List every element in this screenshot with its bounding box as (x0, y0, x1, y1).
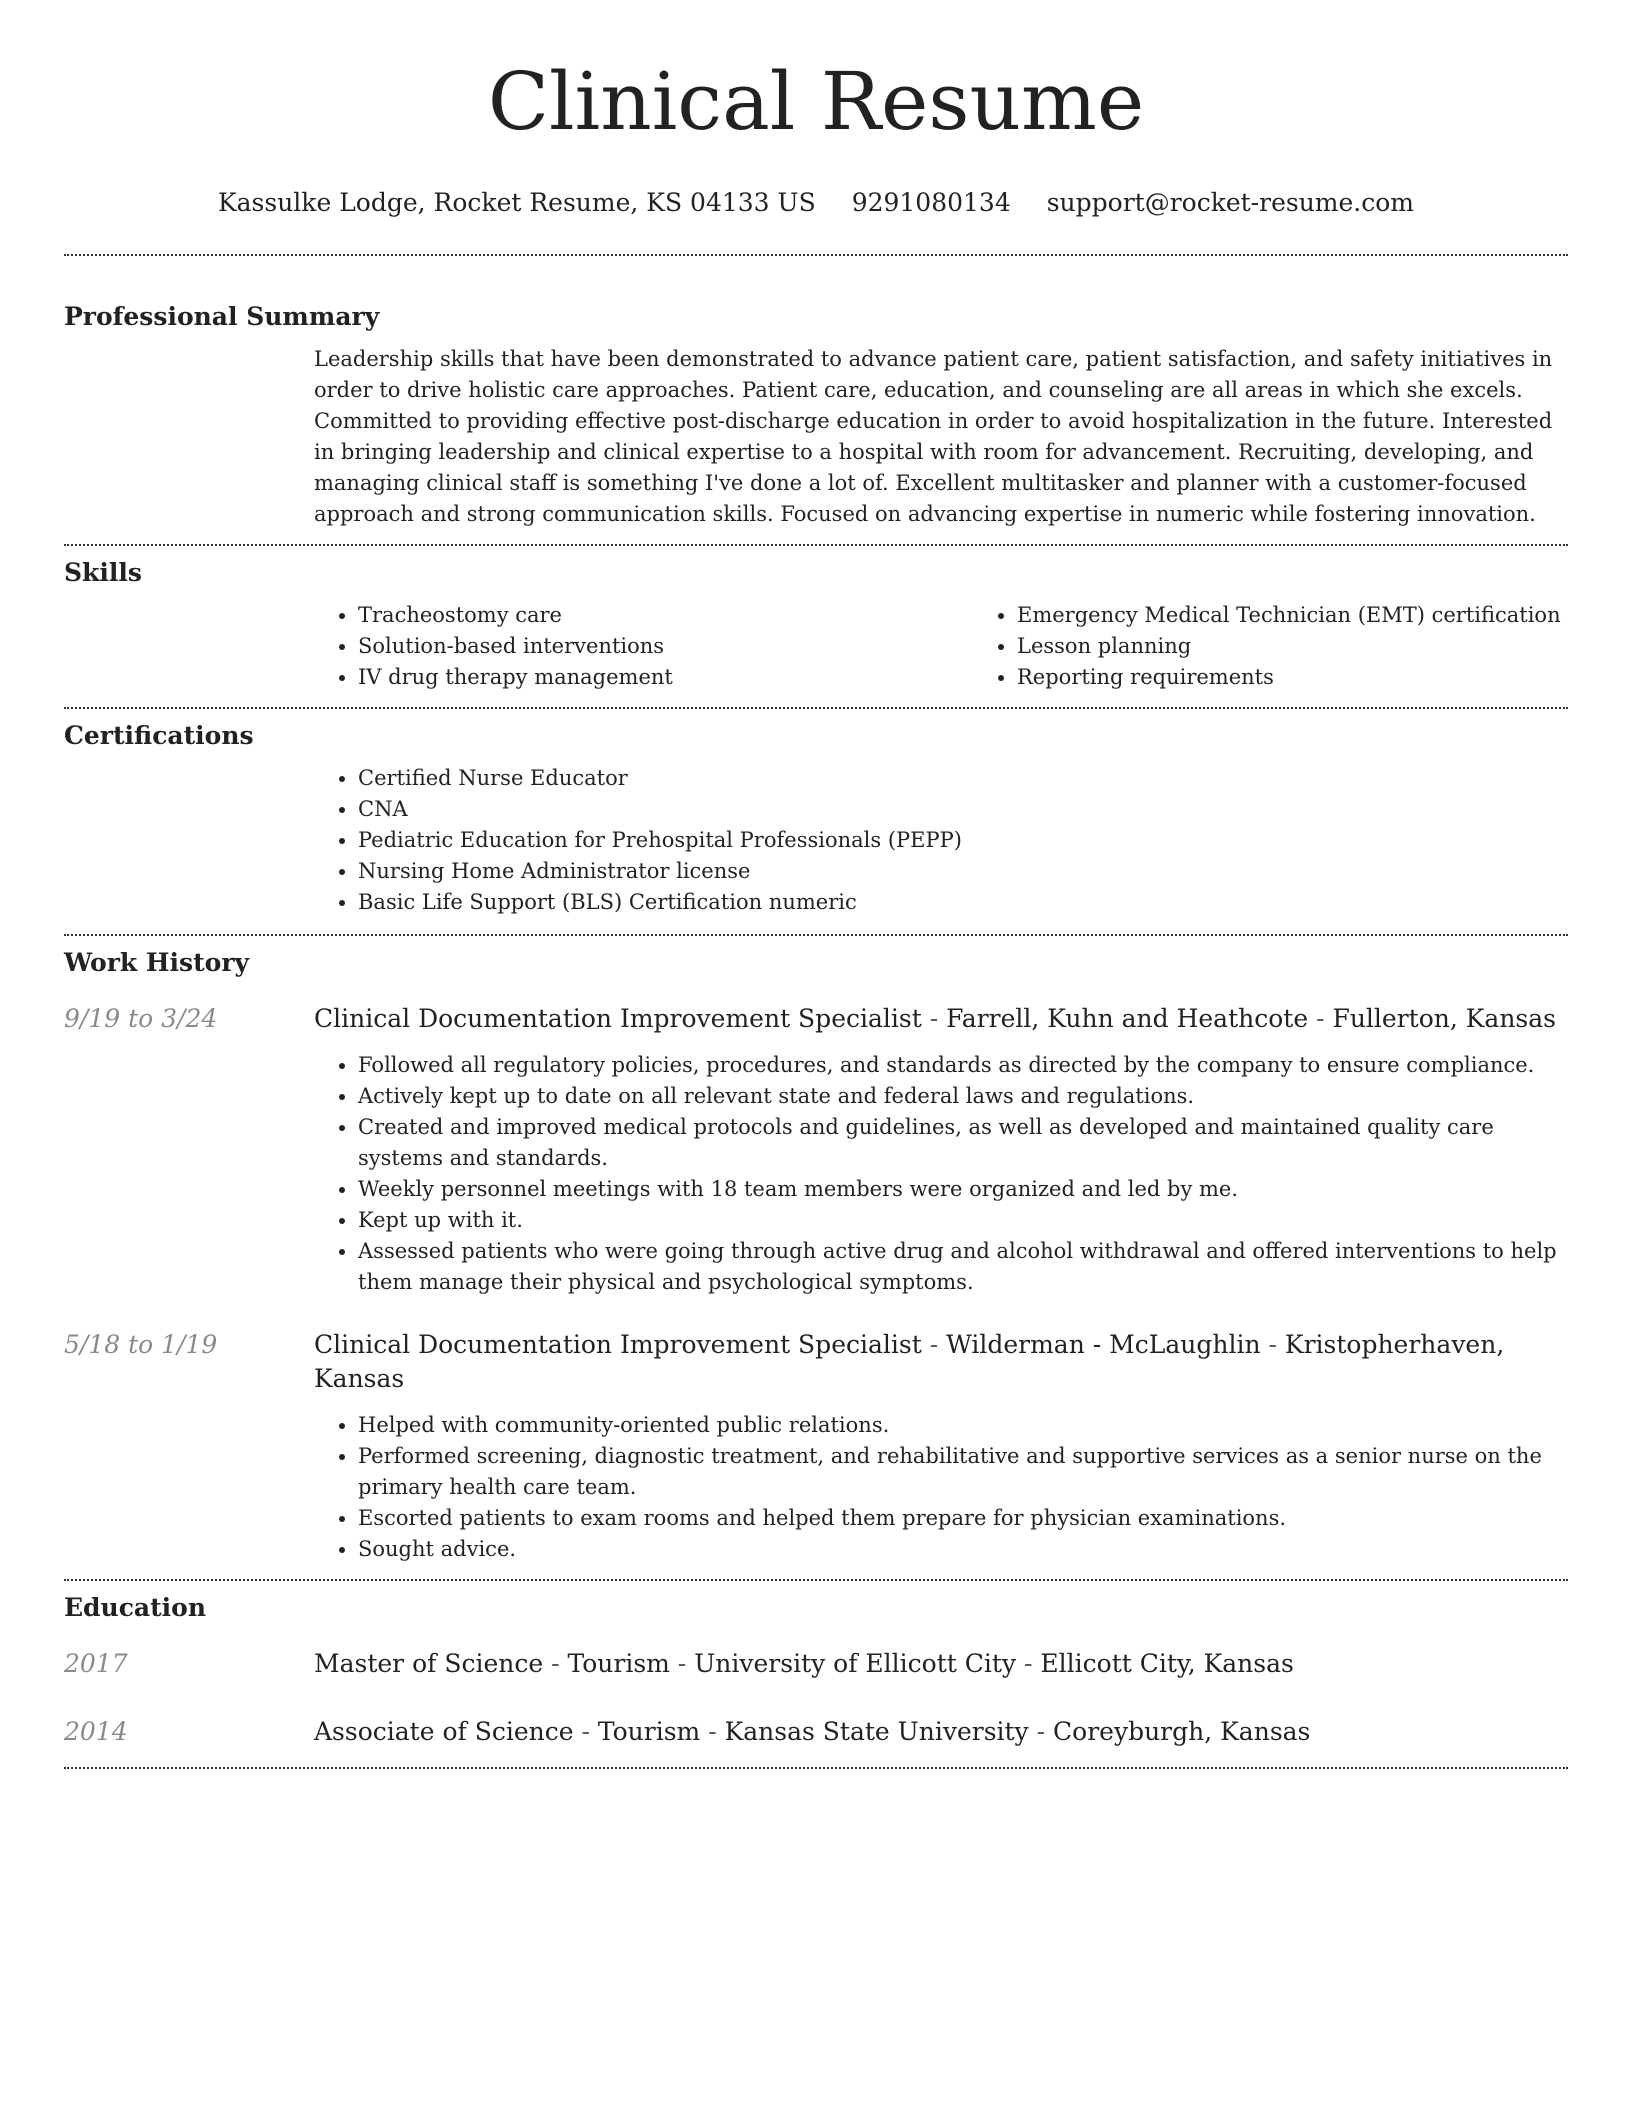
job-bullets (314, 1410, 1568, 1565)
education-entry (64, 1647, 1568, 1681)
skill-item: • Tracheostomy care (358, 600, 973, 631)
job-bullet: • Followed all regulatory policies, procedures, and standards as directed by the company to ensure compliance. (358, 1050, 1568, 1081)
education-degree: Associate of Science (314, 1717, 574, 1746)
work-title: Work History (64, 948, 250, 977)
job-position: Clinical Documentation Improvement Specialist (314, 1004, 922, 1033)
separator: - (669, 1649, 695, 1678)
job-company: Farrell, Kuhn and Heathcote (946, 1004, 1309, 1033)
skill-item: • Emergency Medical Technician (EMT) certification (1017, 600, 1568, 631)
skill-item: • IV drug therapy management (358, 662, 973, 693)
education-title: Education (64, 1593, 207, 1622)
job-heading (314, 1328, 1568, 1396)
job-bullet: • Created and improved medical protocols and guidelines, as well as developed and maintained quality care systems and standards. (358, 1112, 1568, 1174)
job-dates: 9/19 to 3/24 (64, 1004, 218, 1033)
separator: - (921, 1330, 947, 1359)
resume-name: Clinical Resume (487, 55, 1145, 148)
education-school: Kansas State University (724, 1717, 1029, 1746)
separator: - (921, 1004, 947, 1033)
skill-item: • Solution-based interventions (358, 631, 973, 662)
summary-title: Professional Summary (64, 302, 380, 331)
education-entry (64, 1715, 1568, 1749)
certification-item: • Basic Life Support (BLS) Certification numeric (358, 887, 1568, 918)
certifications-title: Certifications (64, 721, 254, 750)
separator: - (1016, 1649, 1041, 1678)
job-bullet: • Assessed patients who were going through active drug and alcohol withdrawal and offered interventions to help them manage their physical and psychological symptoms. (358, 1236, 1568, 1298)
job-location: Kristopherhaven, Kansas (314, 1330, 1505, 1393)
certification-item: • Nursing Home Administrator license (358, 856, 1568, 887)
education-section (64, 1581, 1568, 1749)
education-degree: Master of Science (314, 1649, 544, 1678)
education-field: Tourism (567, 1649, 670, 1678)
job-bullet: • Escorted patients to exam rooms and helped them prepare for physician examinations. (358, 1503, 1568, 1534)
certification-item: • CNA (358, 794, 1568, 825)
job-location: Fullerton, Kansas (1332, 1004, 1556, 1033)
contact-address: Kassulke Lodge, Rocket Resume, KS 04133 US (217, 188, 816, 217)
skills-section (64, 546, 1568, 693)
job-bullet: • Helped with community-oriented public relations. (358, 1410, 1568, 1441)
job-entry (64, 1328, 1568, 1565)
education-year: 2014 (64, 1717, 128, 1746)
education-location: Ellicott City, Kansas (1040, 1649, 1294, 1678)
job-bullets (314, 1050, 1568, 1298)
education-field: Tourism (597, 1717, 701, 1746)
separator: - (1308, 1004, 1333, 1033)
job-heading (314, 1002, 1568, 1036)
certifications-section (64, 709, 1568, 918)
job-dates: 5/18 to 1/19 (64, 1330, 218, 1359)
separator: - (1028, 1717, 1054, 1746)
skills-title: Skills (64, 558, 142, 587)
skill-item: • Reporting requirements (1017, 662, 1568, 693)
education-school: University of Ellicott City (694, 1649, 1017, 1678)
education-divider (64, 1767, 1568, 1769)
job-bullet: • Kept up with it. (358, 1205, 1568, 1236)
certifications-list (314, 763, 1568, 918)
skills-list-right (973, 600, 1568, 693)
job-bullet: • Performed screening, diagnostic treatment, and rehabilitative and supportive services as a senior nurse on the primary health care team. (358, 1441, 1568, 1503)
skill-item: • Lesson planning (1017, 631, 1568, 662)
contact-phone: 9291080134 (851, 188, 1011, 217)
job-bullet: • Actively kept up to date on all relevant state and federal laws and regulations. (358, 1081, 1568, 1112)
job-bullet: • Sought advice. (358, 1534, 1568, 1565)
separator: - (1260, 1330, 1285, 1359)
job-company: Wilderman - McLaughlin (946, 1330, 1261, 1359)
certification-item: • Pediatric Education for Prehospital Professionals (PEPP) (358, 825, 1568, 856)
job-position: Clinical Documentation Improvement Specialist (314, 1330, 922, 1359)
separator: - (700, 1717, 725, 1746)
education-location: Coreyburgh, Kansas (1053, 1717, 1311, 1746)
job-bullet: • Weekly personnel meetings with 18 team members were organized and led by me. (358, 1174, 1568, 1205)
contact-email: support@rocket-resume.com (1046, 188, 1415, 217)
contact-line (64, 186, 1568, 220)
job-entry (64, 1002, 1568, 1298)
certification-item: • Certified Nurse Educator (358, 763, 1568, 794)
summary-text: Leadership skills that have been demonstrated to advance patient care, patient satisfaction, and safety initiatives in order to drive holistic care approaches. Patient care, education, and counseling are all areas in which she excels. Committed to providing effective post-discharge education in order to avoid hospitalization in the future. Interested in bringing leadership and clinical expertise to a hospital with room for advancement. Recruiting, developing, and managing clinical staff is something I've done a lot of. Excellent multitasker and planner with a customer-focused approach and strong communication skills. Focused on advancing expertise in numeric while fostering innovation. (314, 347, 1553, 526)
education-year: 2017 (64, 1649, 128, 1678)
skills-list-left (314, 600, 973, 693)
summary-section (64, 256, 1568, 530)
education-heading (314, 1715, 1568, 1749)
work-section (64, 936, 1568, 1565)
separator: - (573, 1717, 598, 1746)
separator: - (543, 1649, 568, 1678)
education-heading (314, 1647, 1568, 1681)
